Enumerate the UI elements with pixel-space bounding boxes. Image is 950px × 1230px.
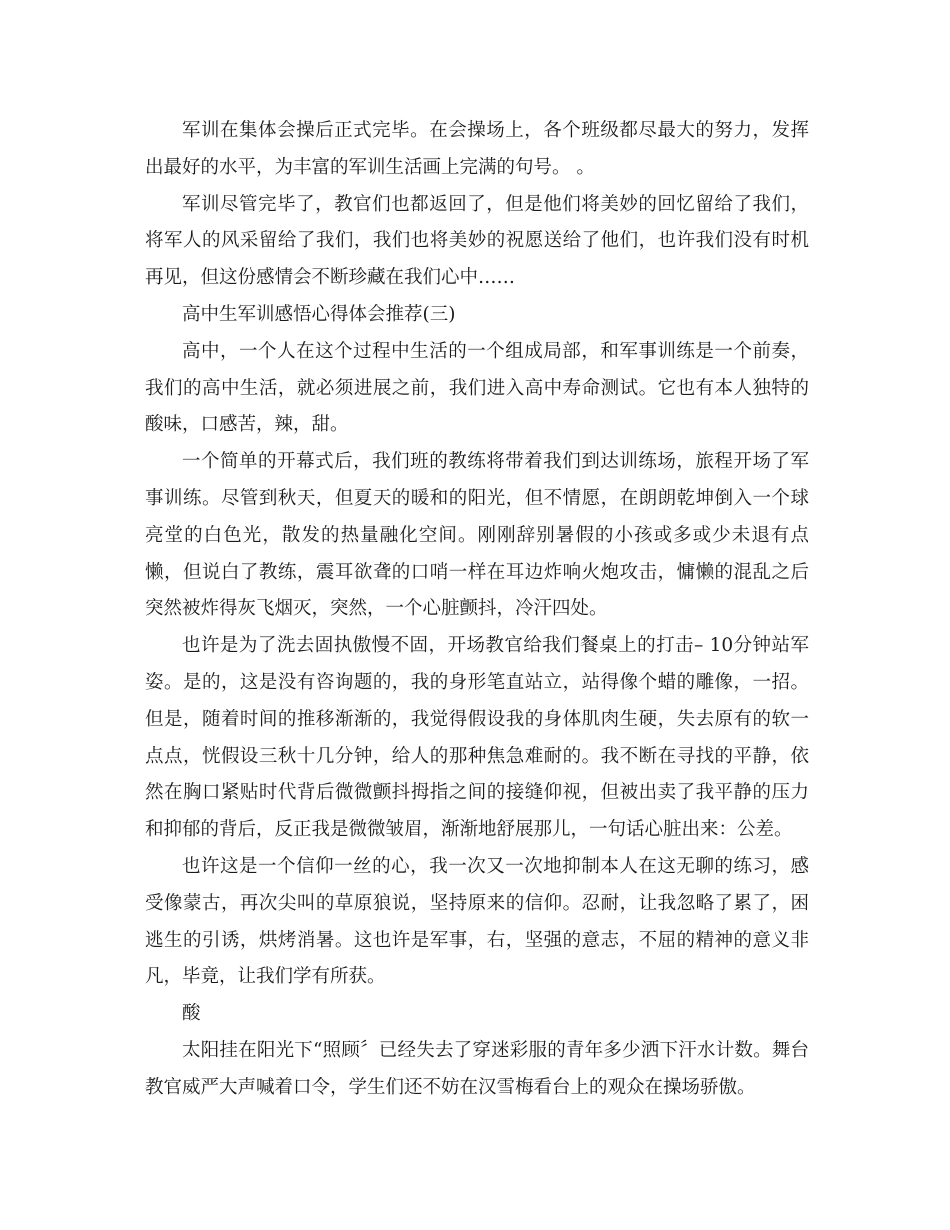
paragraph-training-ended: 军训在集体会操后正式完毕。在会操场上，各个班级都尽最大的努力，发挥出最好的水平，为丰富的军训生活画上完满的句号。 。 (145, 120, 809, 178)
paragraph-faith-persistence: 也许这是一个信仰一丝的心，我一次又一次地抑制本人在这无聊的练习，感受像蒙古，再次尖叫的草原狼说，坚持原来的信仰。忍耐，让我忽略了累了，困逃生的引诱，烘烤消暑。这也许是军事，右，坚强的意志，不屈的精神的意义非凡，毕竟，让我们学有所获。 (145, 855, 809, 988)
paragraph-instructors-returned: 军训尽管完毕了，教官们也都返回了，但是他们将美妙的回忆留给了我们，将军人的风采留给了我们，我们也将美妙的祝愿送给了他们，也许我们没有时机再见，但这份感情会不断珍藏在我们心中…… (145, 193, 809, 289)
document-body (145, 113, 809, 1107)
subheading-sour: 酸 (182, 1003, 201, 1025)
paragraph-opening-ceremony: 一个简单的开幕式后，我们班的教练将带着我们到达训练场，旅程开场了军事训练。尽管到秋天，但夏天的暖和的阳光，但不情愿，在朗朗乾坤倒入一个球亮堂的白色光，散发的热量融化空间。刚刚辞别暑假的小孩或多或少未退有点懒，但说白了教练，震耳欲聋的口哨一样在耳边炸响火炮攻击，慵懒的混乱之后突然被炸得灰飞烟灭，突然，一个心脏颤抖，冷汗四处。 (145, 451, 809, 620)
section-heading-three: 高中生军训感悟心得体会推荐(三) (182, 303, 456, 325)
paragraph-sun-sweat: 太阳挂在阳光下“照顾〞已经失去了穿迷彩服的青年多少洒下汗水计数。舞台教官威严大声喊着口令，学生们还不妨在汉雪梅看台上的观众在操场骄傲。 (145, 1039, 809, 1098)
paragraph-standing-posture: 也许是为了洗去固执傲慢不固，开场教官给我们餐桌上的打击– 10分钟站军姿。是的，这是没有咨询题的，我的身形笔直站立，站得像个蜡的雕像，一招。但是，随着时间的推移渐渐的，我觉得假设我的身体肌肉生硬，失去原有的软一点点，恍假设三秋十几分钟，给人的那种焦急难耐的。我不断在寻找的平静，依然在胸口紧贴时代背后微微颤抖拇指之间的接缝仰视，但被出卖了我平静的压力和抑郁的背后，反正我是微微皱眉，渐渐地舒展那儿，一句话心脏出来：公差。 (145, 635, 809, 841)
paragraph-high-school-prelude: 高中，一个人在这个过程中生活的一个组成局部，和军事训练是一个前奏，我们的高中生活，就必须进展之前，我们进入高中寿命测试。它也有本人独特的酸味，口感苦，辣，甜。 (145, 340, 809, 436)
